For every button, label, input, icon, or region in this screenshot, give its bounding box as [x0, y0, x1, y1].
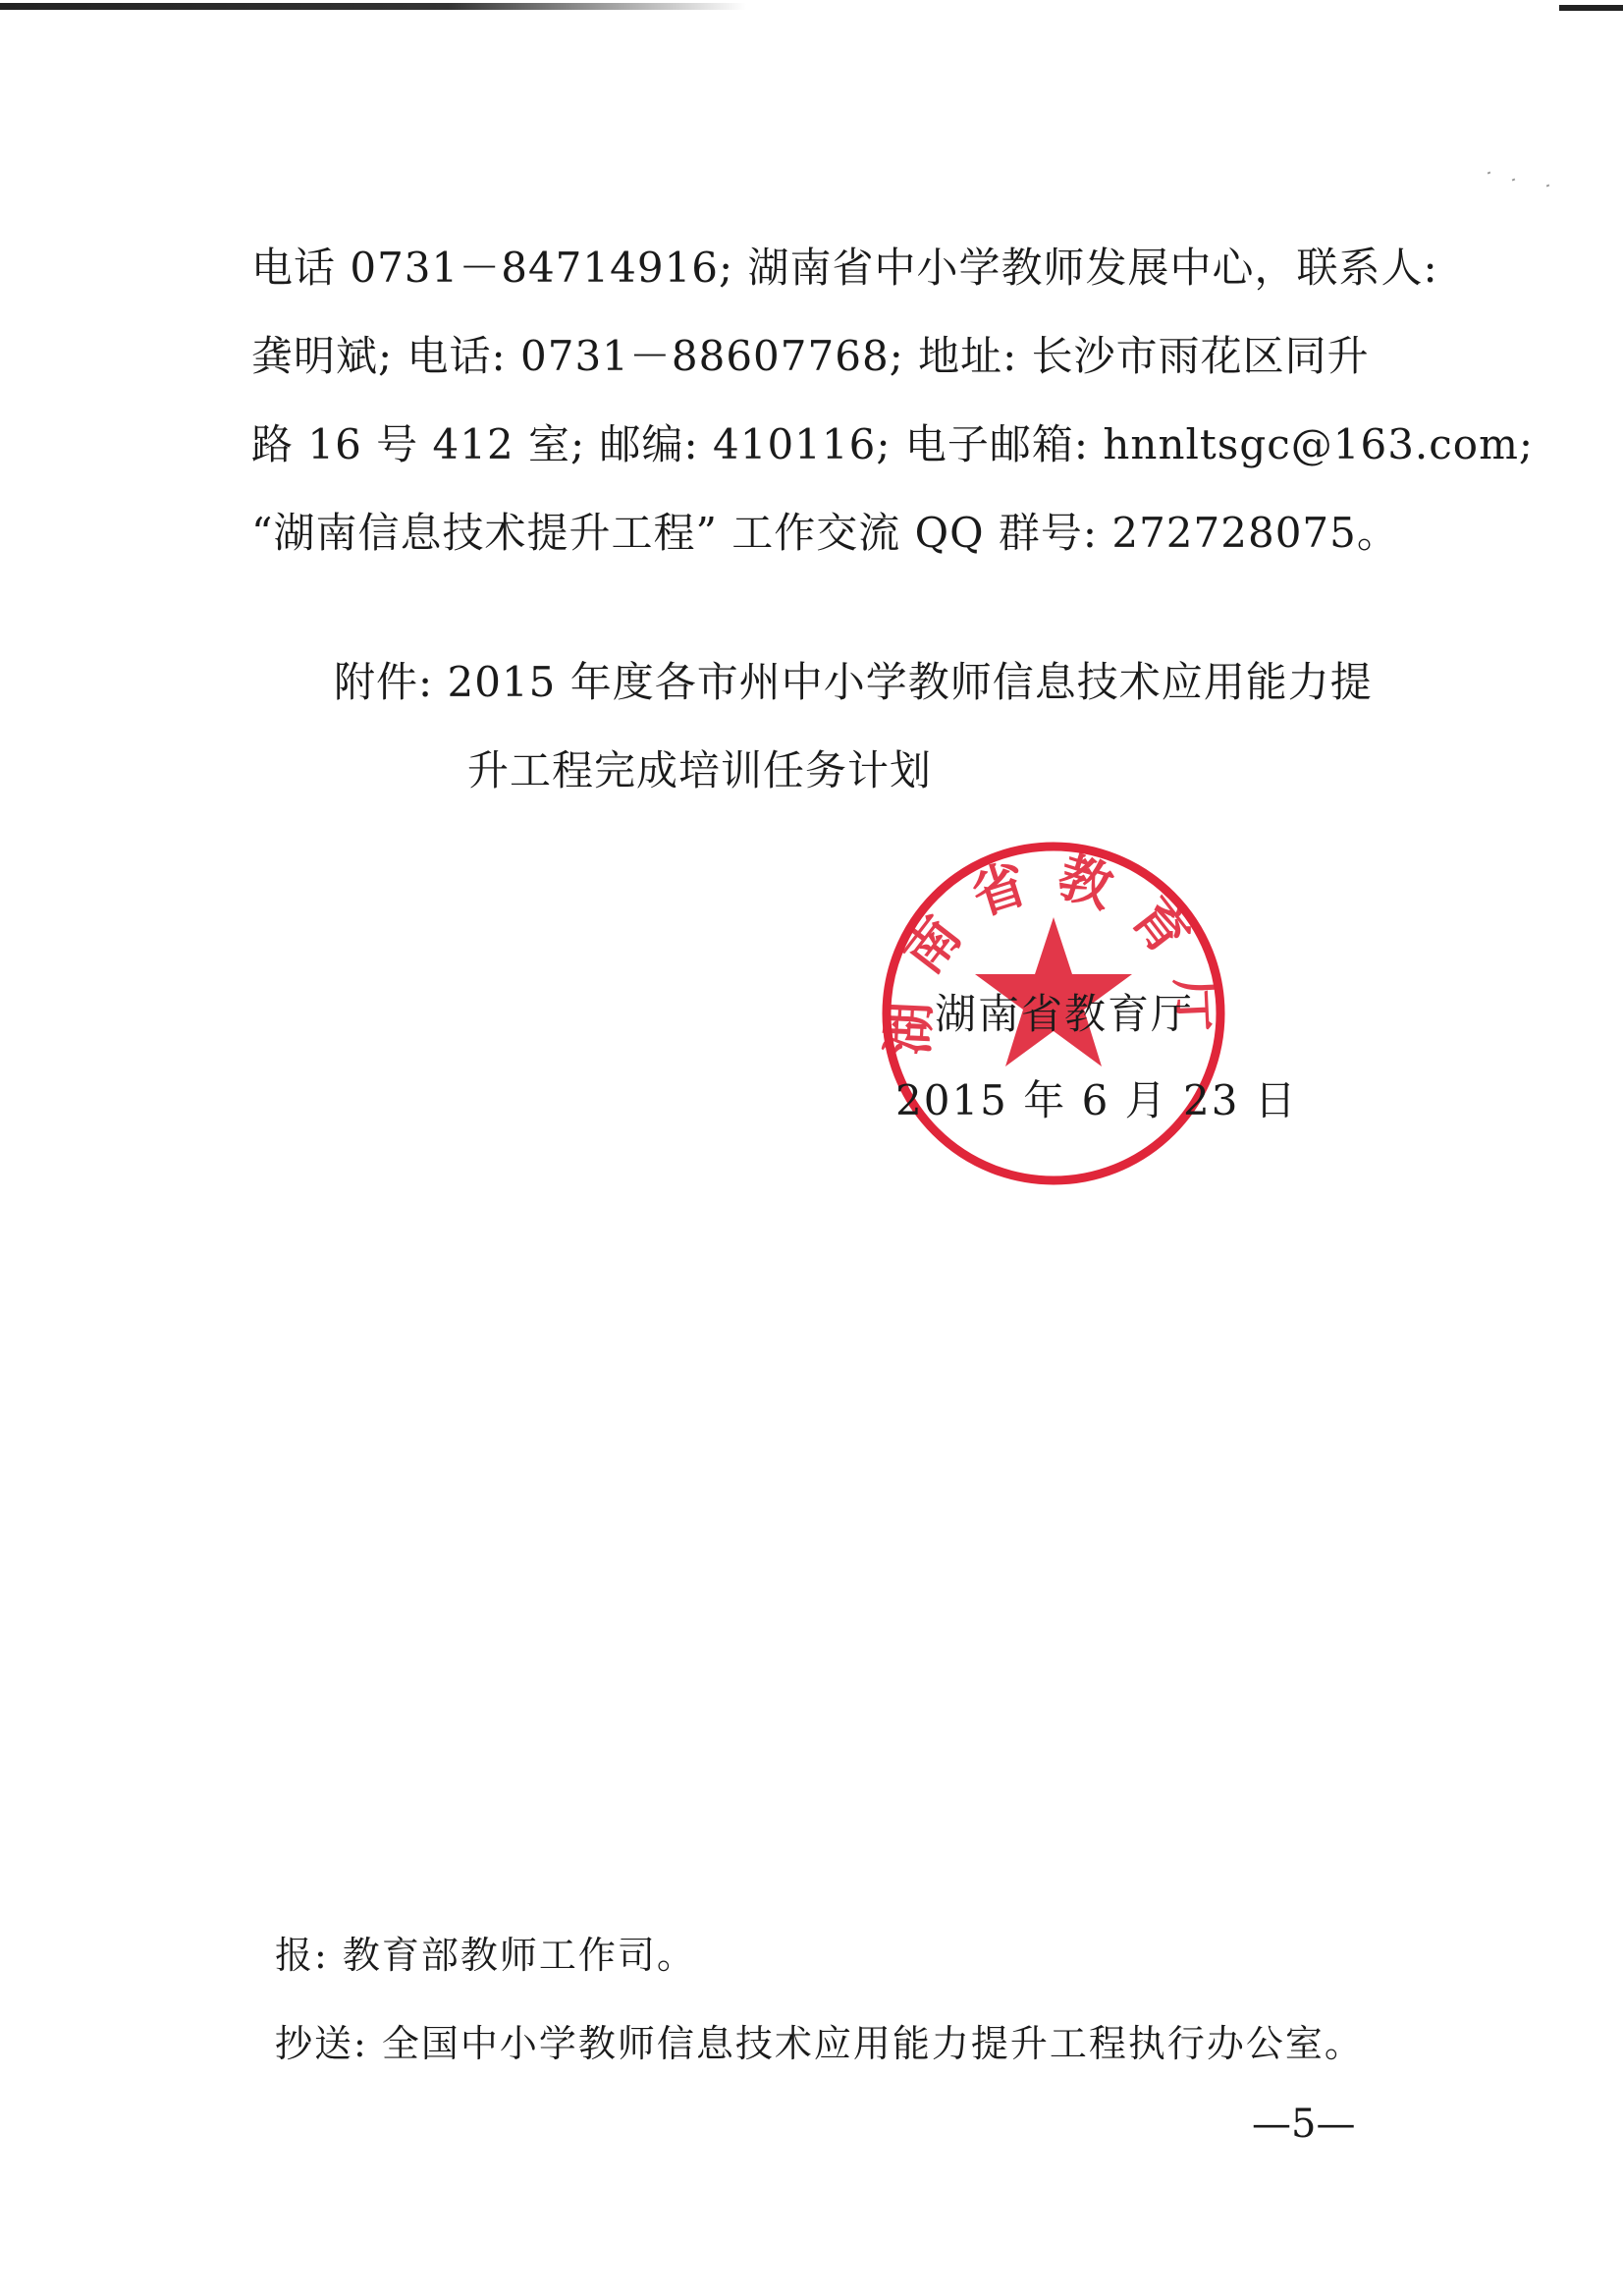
signature-date: 2015 年 6 月 23 日 [895, 1076, 1298, 1124]
signature-organization: 湖南省教育厅 [935, 990, 1195, 1038]
seal-text: 湖南省教育厅 [877, 845, 1230, 1057]
cc-line: 抄送: 全国中小学教师信息技术应用能力提升工程执行办公室。 [275, 2022, 1364, 2065]
attachment-note [334, 638, 1373, 815]
attachment-line-1: 附件: 2015 年度各市州中小学教师信息技术应用能力提 [334, 658, 1373, 706]
scan-speck [1512, 178, 1516, 181]
paragraph-line-4: “湖南信息技术提升工程” 工作交流 QQ 群号: 272728075。 [251, 509, 1399, 557]
attachment-line-2: 升工程完成培训任务计划 [467, 746, 933, 794]
scan-speck [1488, 171, 1491, 174]
paragraph-line-1: 电话 0731－84714916; 湖南省中小学教师发展中心，联系人: [251, 244, 1438, 292]
paragraph-line-3: 路 16 号 412 室; 邮编: 410116; 电子邮箱: hnnltsgc@163.com; [251, 420, 1535, 468]
contact-paragraph [251, 224, 1535, 577]
scan-edge-top [0, 3, 746, 10]
scan-speck [1546, 184, 1550, 187]
scan-edge-corner [1559, 5, 1623, 11]
page-number: —5— [1252, 2102, 1356, 2147]
report-to-line: 报: 教育部教师工作司。 [275, 1934, 696, 1977]
paragraph-line-2: 龚明斌; 电话: 0731－88607768; 地址: 长沙市雨花区同升 [251, 332, 1370, 380]
